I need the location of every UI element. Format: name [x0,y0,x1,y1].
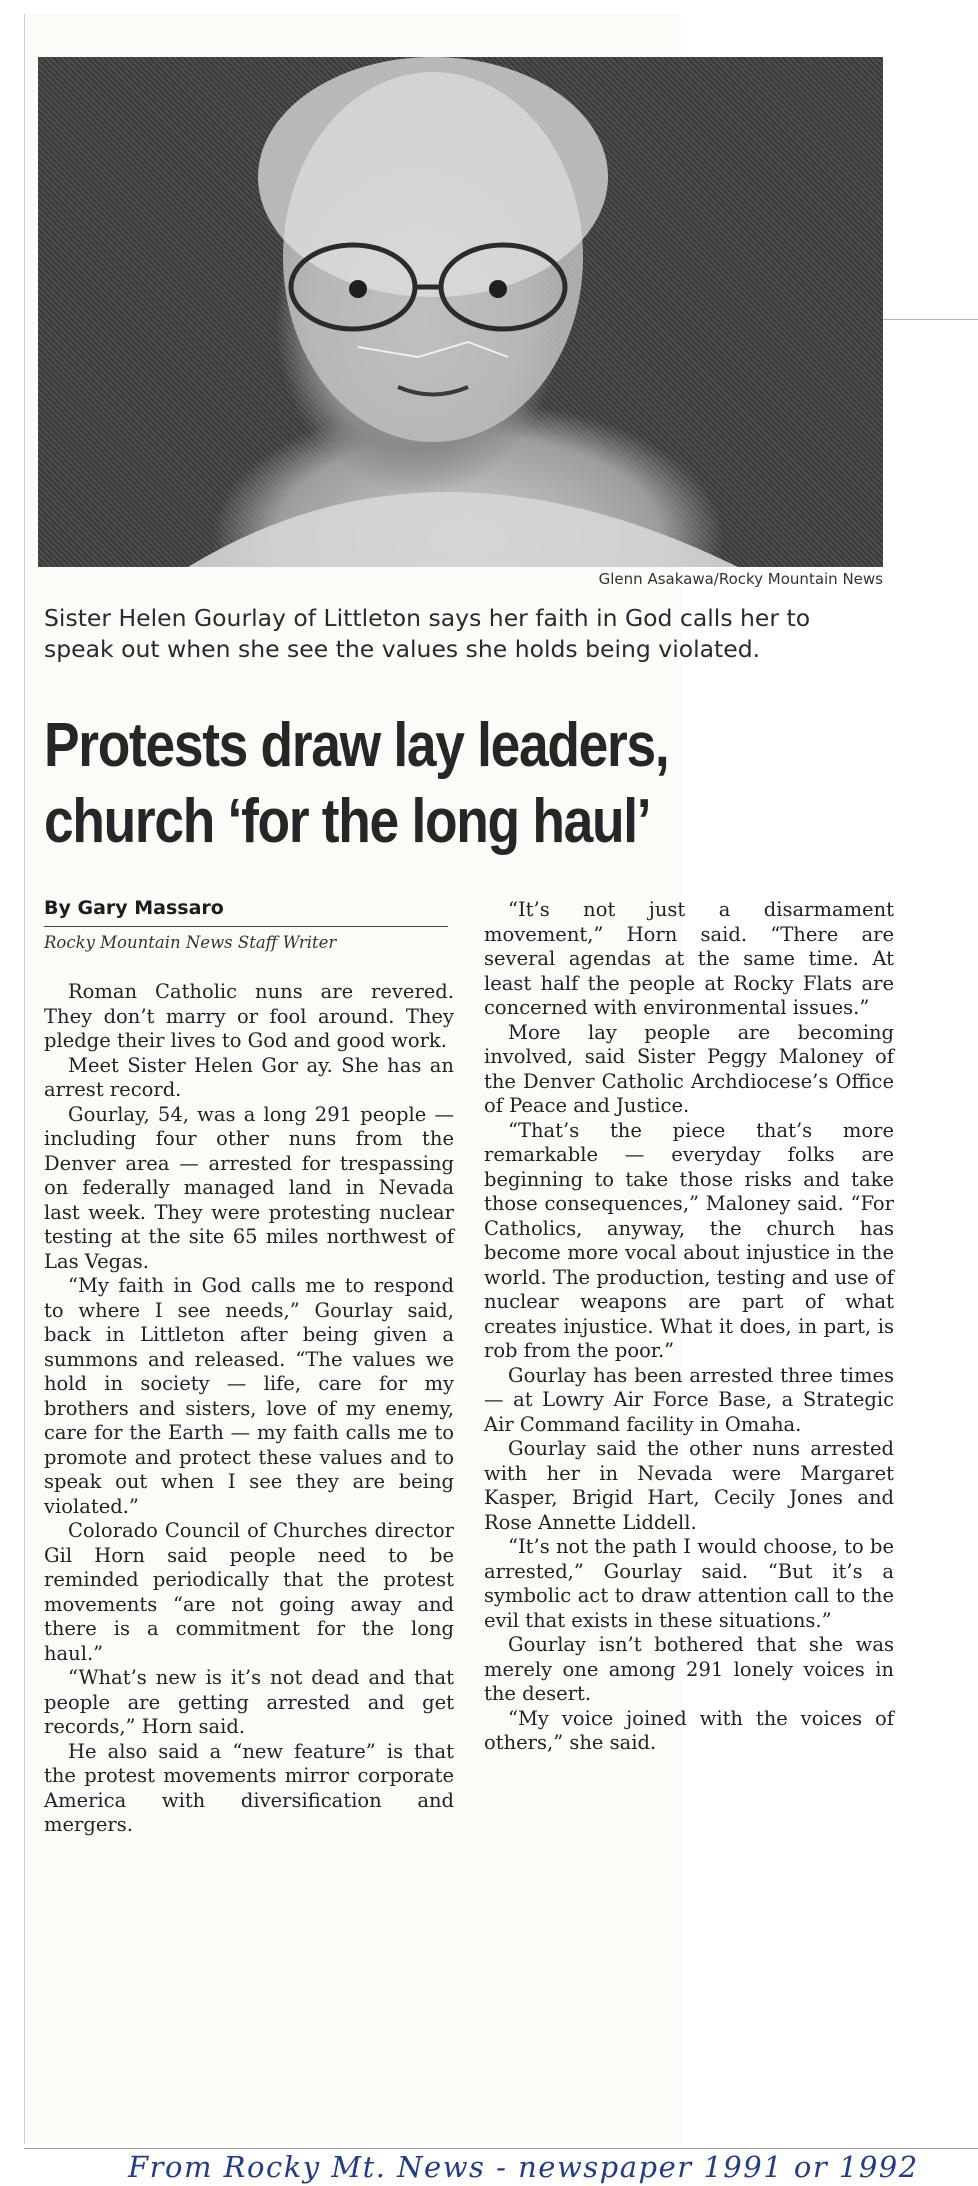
byline-author: By Gary Massaro [44,897,224,919]
byline-staff: Rocky Mountain News Staff Writer [44,933,337,952]
portrait-illustration [38,57,883,567]
headline-line-2: church ‘for the long haul’ [44,787,651,856]
byline-rule [44,926,448,927]
paragraph: Gourlay isn’t bothered that she was merely one among 291 lonely voices in the desert. [484,1633,894,1705]
photo-credit: Glenn Asakawa/Rocky Mountain News [598,570,883,588]
paragraph: “My voice joined with the voices of others,” she said. [484,1706,894,1754]
paragraph: Gourlay said the other nuns arrested with her in Nevada were Margaret Kasper, Brigid Hart, Cecily Jones and Rose Annette Liddell. [484,1437,894,1534]
photo-caption: Sister Helen Gourlay of Littleton says her faith in God calls her to speak out when she see the values she holds being violated. [44,604,811,663]
paragraph: Roman Catholic nuns are revered. They don’t marry or fool around. They pledge their lives to God and good work. [44,980,454,1052]
paragraph: “What’s new is it’s not dead and that people are getting arrested and get records,” Horn said. [44,1666,454,1738]
portrait-photo [38,57,883,567]
paragraph: “My faith in God calls me to respond to where I see needs,” Gourlay said, back in Littleton after being given a summons and released. “The values we hold in society — life, care for my brothers and sisters, love of my enemy, care for the Earth — my faith calls me to promote and protect these values and to speak out when I see they are being violated.” [44,1274,454,1518]
paragraph: Gourlay has been arrested three times — at Lowry Air Force Base, a Strategic Air Command facility in Omaha. [484,1363,894,1436]
paragraph: “It’s not the path I would choose, to be arrested,” Gourlay said. “But it’s a symbolic act to draw attention call to the evil that exists in these situations.” [484,1535,894,1632]
paragraph: He also said a “new feature” is that the protest movements mirror corporate America with diversification and mergers. [44,1739,454,1836]
headline [44,708,784,860]
paragraph: Colorado Council of Churches director Gil Horn said people need to be reminded periodically that the protest movements “are not going away and there is a commitment for the long haul.” [44,1519,454,1665]
article-column-2 [484,898,894,1756]
article-column-1 [44,980,454,1838]
paragraph: “It’s not just a disarmament movement,” Horn said. “There are several agendas at the same time. At least half the people at Rocky Flats are concerned with environmental issues.” [484,898,894,1019]
handwritten-note: From Rocky Mt. News - newspaper 1991 or 1992 [128,2150,919,2184]
clipping-bottom-edge [24,2148,978,2149]
paragraph: Meet Sister Helen Gor ay. She has an arrest record. [44,1053,454,1101]
paragraph: More lay people are becoming involved, said Sister Peggy Maloney of the Denver Catholic Archdiocese’s Office of Peace and Justice. [484,1020,894,1117]
headline-line-1: Protests draw lay leaders, [44,711,669,780]
paragraph: “That’s the piece that’s more remarkable — everyday folks are beginning to take those risks and take those consequences,” Maloney said. “For Catholics, anyway, the church has become more vocal about injustice in the world. The production, testing and use of nuclear weapons are part of what creates injustice. What it does, in part, is rob from the poor.” [484,1118,894,1362]
paragraph: Gourlay, 54, was a long 291 people — including four other nuns from the Denver area — arrested for trespassing on federally managed land in Nevada last week. They were protesting nuclear testing at the site 65 miles northwest of Las Vegas. [44,1102,454,1273]
